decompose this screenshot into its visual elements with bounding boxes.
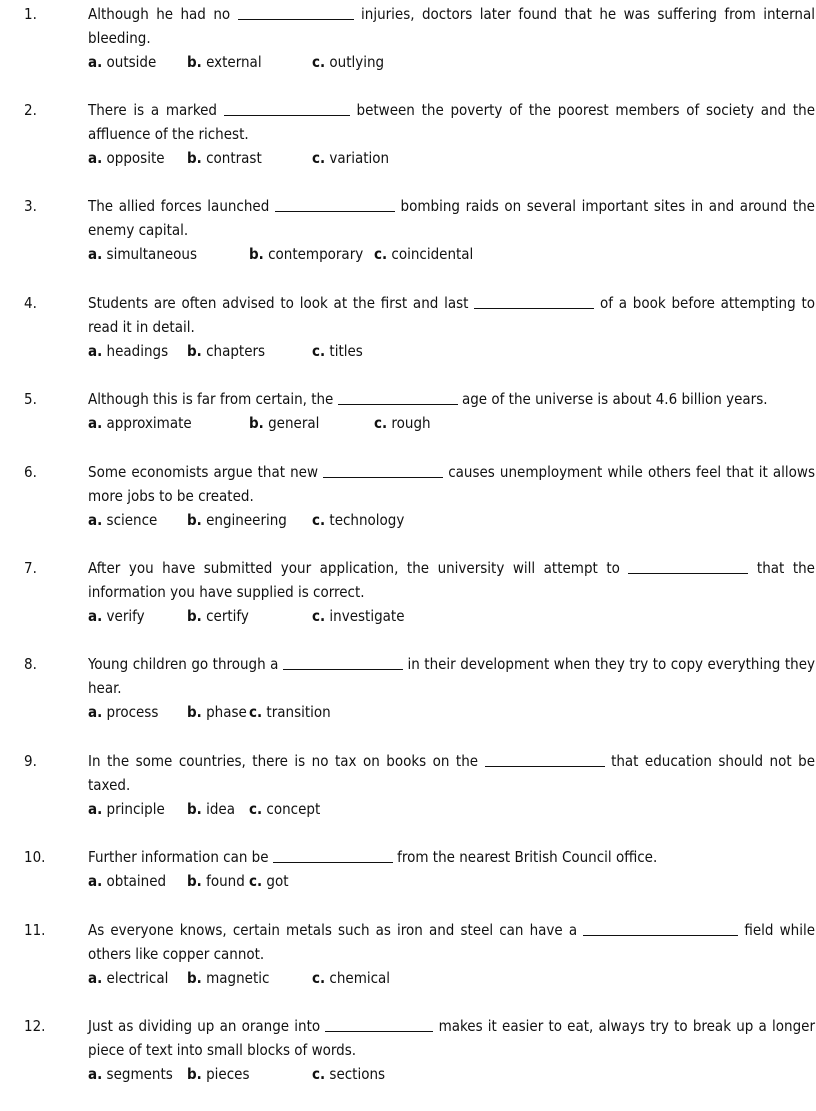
- option-letter: c.: [374, 245, 388, 264]
- option-text: phase: [206, 703, 247, 722]
- option-letter: c.: [312, 342, 326, 361]
- question-body: [88, 845, 815, 893]
- option-text: simultaneous: [106, 245, 198, 264]
- question-number: 6.: [24, 463, 37, 481]
- option-letter: a.: [88, 414, 103, 433]
- option-text: outlying: [329, 53, 385, 72]
- answer-blank[interactable]: [224, 101, 350, 116]
- question-number: 4.: [24, 294, 37, 312]
- stem-text-before: The allied forces launched: [88, 197, 270, 215]
- question-stem: [88, 98, 815, 146]
- stem-text-after: causes unemployment while others feel that it allows more jobs to be created.: [88, 463, 815, 506]
- option-text: got: [266, 872, 289, 891]
- question-body: [88, 98, 815, 170]
- option-letter: a.: [88, 800, 103, 819]
- option-text: investigate: [329, 607, 405, 626]
- answer-option[interactable]: [312, 339, 363, 363]
- option-text: found: [206, 872, 245, 891]
- answer-blank[interactable]: [238, 5, 354, 20]
- option-text: chemical: [329, 969, 391, 988]
- option-text: coincidental: [391, 245, 474, 264]
- question-stem: [88, 918, 815, 966]
- option-text: rough: [391, 414, 431, 433]
- answer-blank[interactable]: [338, 390, 458, 405]
- stem-text-after: from the nearest British Council office.: [397, 848, 658, 866]
- stem-text-after: bombing raids on several important sites in and around the enemy capital.: [88, 197, 815, 240]
- answer-options: [88, 508, 815, 532]
- stem-text-after: of a book before attempting to read it in detail.: [88, 294, 815, 337]
- question-body: [88, 460, 815, 532]
- option-text: principle: [106, 800, 165, 819]
- stem-text-before: Some economists argue that new: [88, 463, 318, 481]
- answer-option[interactable]: [187, 869, 245, 893]
- answer-option[interactable]: [374, 411, 431, 435]
- option-letter: a.: [88, 511, 103, 530]
- option-letter: c.: [312, 511, 326, 530]
- option-letter: b.: [187, 872, 202, 891]
- answer-option[interactable]: [312, 146, 389, 170]
- answer-option[interactable]: [187, 50, 262, 74]
- question-body: [88, 918, 815, 990]
- option-letter: a.: [88, 53, 103, 72]
- answer-options: [88, 797, 815, 821]
- stem-text-after: makes it easier to eat, always try to break up a longer piece of text into small blocks of words.: [88, 1017, 815, 1060]
- answer-option[interactable]: [187, 604, 249, 628]
- answer-option[interactable]: [312, 604, 405, 628]
- option-text: outside: [106, 53, 157, 72]
- question-number: 10.: [24, 848, 46, 866]
- option-letter: c.: [312, 1065, 326, 1084]
- stem-text-after: between the poverty of the poorest members of society and the affluence of the richest.: [88, 101, 816, 144]
- option-letter: c.: [374, 414, 388, 433]
- stem-text-before: In the some countries, there is no tax on books on the: [88, 752, 479, 770]
- option-letter: b.: [187, 149, 202, 168]
- answer-option[interactable]: [187, 339, 265, 363]
- question-stem: [88, 749, 815, 797]
- question-stem: [88, 652, 815, 700]
- question-stem: [88, 1014, 815, 1062]
- option-text: pieces: [206, 1065, 250, 1084]
- stem-text-before: After you have submitted your application, the university will attempt to: [88, 559, 620, 577]
- answer-options: [88, 869, 815, 893]
- stem-text-before: Further information can be: [88, 848, 269, 866]
- option-text: technology: [329, 511, 405, 530]
- answer-option[interactable]: [249, 700, 331, 724]
- option-text: chapters: [206, 342, 266, 361]
- answer-option[interactable]: [187, 797, 235, 821]
- option-text: science: [106, 511, 158, 530]
- option-letter: a.: [88, 872, 103, 891]
- option-text: electrical: [106, 969, 169, 988]
- answer-option[interactable]: [312, 508, 404, 532]
- option-letter: a.: [88, 607, 103, 626]
- option-letter: b.: [187, 800, 202, 819]
- option-text: segments: [106, 1065, 173, 1084]
- answer-blank[interactable]: [485, 752, 605, 767]
- question-body: [88, 556, 815, 628]
- option-text: external: [206, 53, 262, 72]
- option-text: headings: [106, 342, 169, 361]
- answer-options: [88, 411, 815, 435]
- answer-option[interactable]: [312, 1062, 385, 1086]
- option-text: approximate: [106, 414, 192, 433]
- question-number: 11.: [24, 921, 46, 939]
- option-text: concept: [266, 800, 321, 819]
- stem-text-after: age of the universe is about 4.6 billion years.: [461, 390, 768, 408]
- question-stem: [88, 845, 815, 869]
- option-letter: b.: [187, 342, 202, 361]
- question-body: [88, 749, 815, 821]
- answer-option[interactable]: [187, 700, 247, 724]
- answer-option[interactable]: [249, 411, 319, 435]
- question-stem: [88, 194, 815, 242]
- answer-options: [88, 339, 815, 363]
- answer-option[interactable]: [88, 508, 157, 532]
- option-letter: c.: [249, 800, 263, 819]
- option-text: contemporary: [268, 245, 364, 264]
- option-text: obtained: [106, 872, 167, 891]
- answer-option[interactable]: [88, 146, 165, 170]
- option-text: idea: [206, 800, 235, 819]
- answer-blank[interactable]: [275, 197, 395, 212]
- question-body: [88, 2, 815, 74]
- answer-blank[interactable]: [283, 655, 403, 670]
- answer-options: [88, 700, 815, 724]
- question-number: 12.: [24, 1017, 46, 1035]
- option-text: magnetic: [206, 969, 270, 988]
- answer-option[interactable]: [187, 146, 262, 170]
- stem-text-after: that education should not be taxed.: [88, 752, 815, 795]
- option-text: certify: [206, 607, 249, 626]
- option-letter: a.: [88, 342, 103, 361]
- answer-blank[interactable]: [323, 463, 443, 478]
- answer-option[interactable]: [249, 869, 289, 893]
- answer-option[interactable]: [88, 869, 166, 893]
- stem-text-before: There is a marked: [88, 101, 217, 119]
- stem-text-before: As everyone knows, certain metals such as iron and steel can have a: [88, 921, 578, 939]
- option-text: general: [268, 414, 320, 433]
- option-text: opposite: [106, 149, 165, 168]
- option-letter: b.: [187, 511, 202, 530]
- answer-blank[interactable]: [583, 921, 738, 936]
- answer-blank[interactable]: [325, 1017, 433, 1032]
- stem-text-after: field while others like copper cannot.: [88, 921, 815, 964]
- stem-text-before: Although this is far from certain, the: [88, 390, 334, 408]
- option-letter: b.: [249, 245, 264, 264]
- option-text: process: [106, 703, 159, 722]
- answer-blank[interactable]: [474, 294, 594, 309]
- option-letter: b.: [187, 53, 202, 72]
- option-letter: b.: [249, 414, 264, 433]
- option-letter: c.: [312, 969, 326, 988]
- answer-option[interactable]: [88, 1062, 173, 1086]
- answer-option[interactable]: [88, 50, 156, 74]
- question-stem: [88, 387, 815, 411]
- question-body: [88, 1014, 815, 1086]
- option-text: engineering: [206, 511, 287, 530]
- question-number: 9.: [24, 752, 37, 770]
- question-number: 7.: [24, 559, 37, 577]
- question-stem: [88, 460, 815, 508]
- answer-option[interactable]: [249, 242, 363, 266]
- answer-option[interactable]: [312, 966, 390, 990]
- answer-options: [88, 50, 815, 74]
- answer-blank[interactable]: [273, 848, 393, 863]
- answer-option[interactable]: [88, 411, 192, 435]
- question-number: 3.: [24, 197, 37, 215]
- stem-text-after: that the information you have supplied is correct.: [88, 559, 815, 602]
- option-text: transition: [266, 703, 331, 722]
- answer-option[interactable]: [249, 797, 320, 821]
- question-stem: [88, 291, 815, 339]
- question-stem: [88, 556, 815, 604]
- answer-options: [88, 146, 815, 170]
- answer-option[interactable]: [187, 966, 269, 990]
- question-number: 2.: [24, 101, 37, 119]
- answer-option[interactable]: [88, 604, 145, 628]
- answer-blank[interactable]: [628, 559, 748, 574]
- question-body: [88, 291, 815, 363]
- answer-option[interactable]: [88, 700, 158, 724]
- question-body: [88, 194, 815, 266]
- answer-options: [88, 1062, 815, 1086]
- option-letter: c.: [249, 872, 263, 891]
- option-letter: b.: [187, 607, 202, 626]
- option-letter: c.: [312, 607, 326, 626]
- stem-text-before: Young children go through a: [88, 655, 279, 673]
- option-letter: b.: [187, 1065, 202, 1084]
- stem-text-before: Students are often advised to look at the first and last: [88, 294, 469, 312]
- stem-text-after: injuries, doctors later found that he was suffering from internal bleeding.: [88, 5, 815, 48]
- answer-option[interactable]: [312, 50, 384, 74]
- option-letter: a.: [88, 703, 103, 722]
- question-number: 1.: [24, 5, 37, 23]
- answer-option[interactable]: [88, 966, 168, 990]
- option-letter: a.: [88, 969, 103, 988]
- answer-option[interactable]: [374, 242, 473, 266]
- answer-option[interactable]: [88, 797, 165, 821]
- option-letter: b.: [187, 703, 202, 722]
- answer-options: [88, 966, 815, 990]
- question-number: 8.: [24, 655, 37, 673]
- stem-text-before: Just as dividing up an orange into: [88, 1017, 321, 1035]
- option-text: contrast: [206, 149, 262, 168]
- option-letter: a.: [88, 245, 103, 264]
- option-letter: c.: [312, 53, 326, 72]
- stem-text-after: in their development when they try to copy everything they hear.: [88, 655, 815, 698]
- option-text: variation: [329, 149, 390, 168]
- option-letter: a.: [88, 149, 103, 168]
- answer-option[interactable]: [88, 242, 197, 266]
- question-stem: [88, 2, 815, 50]
- answer-option[interactable]: [187, 508, 287, 532]
- option-text: sections: [329, 1065, 386, 1084]
- answer-options: [88, 242, 815, 266]
- option-letter: c.: [312, 149, 326, 168]
- question-number: 5.: [24, 390, 37, 408]
- option-letter: c.: [249, 703, 263, 722]
- stem-text-before: Although he had no: [88, 5, 231, 23]
- option-letter: b.: [187, 969, 202, 988]
- answer-options: [88, 604, 815, 628]
- option-text: titles: [329, 342, 363, 361]
- answer-option[interactable]: [88, 339, 168, 363]
- question-body: [88, 387, 815, 435]
- option-text: verify: [106, 607, 145, 626]
- question-body: [88, 652, 815, 724]
- answer-option[interactable]: [187, 1062, 249, 1086]
- option-letter: a.: [88, 1065, 103, 1084]
